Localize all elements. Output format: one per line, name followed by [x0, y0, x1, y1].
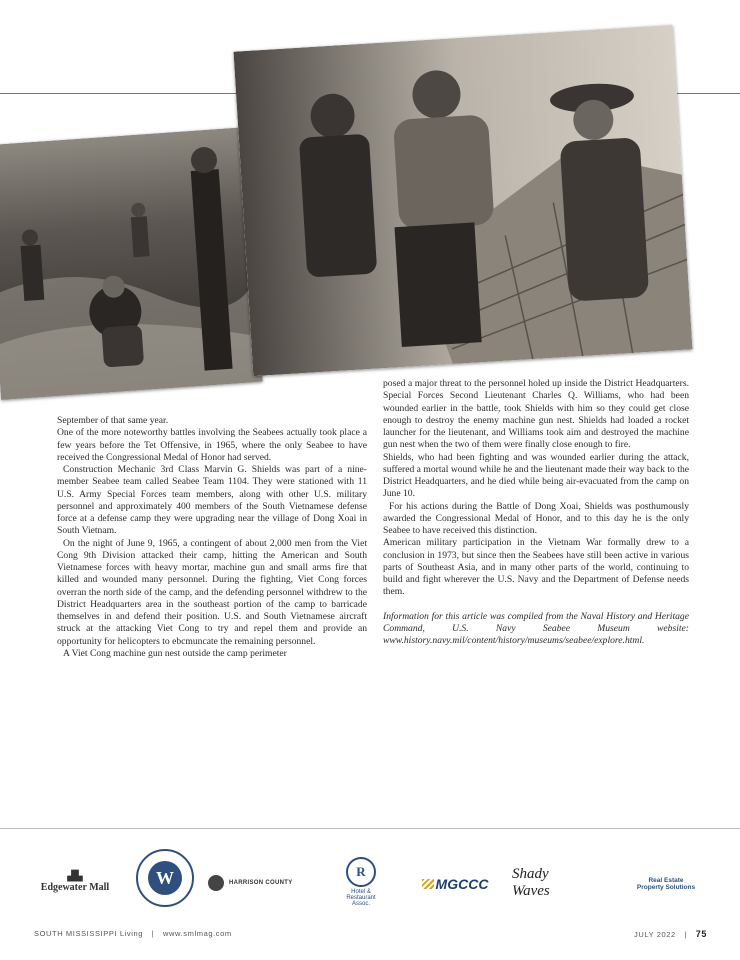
- mgccc-stripes-icon: [422, 879, 434, 889]
- sponsor-logo-harrison-county[interactable]: [208, 873, 320, 893]
- sponsor-name: MGCCC: [435, 876, 489, 892]
- footer-right: JULY 2022 | 75: [634, 929, 707, 939]
- paragraph: For his actions during the Battle of Dong Xoai, Shields was posthumously awarded the Congressional Medal of Honor, and to this day he is the only Seabee to have received this distinction.: [383, 500, 689, 536]
- paragraph: posed a major threat to the personnel holed up inside the District Headquarters. Special Forces Second Lieutenant Charles Q. Williams, who had been wounded earlier in the battle, took Shields with him so they could get close enough to destroy the enemy machine gun nest. Shields had loaded a rocket launcher for the lieutenant, and Williams took aim and destroyed the machine gun nest when the two of them were finally close enough to fire.: [383, 378, 689, 451]
- paragraph: Construction Mechanic 3rd Class Marvin G. Shields was part of a nine-member Seabee team called Seabee Team 1104. They were stationed with 11 U.S. Army Special Forces team members, along with other U.S. military personnel and approximately 400 members of the South Vietnamese defense force at a defense camp they were upgrading near the village of Dong Xoai in South Vietnam.: [57, 464, 367, 537]
- seal-icon: [208, 875, 224, 891]
- website-link[interactable]: www.smlmag.com: [162, 929, 232, 938]
- paragraph: Shields, who had been fighting and was wounded earlier during the attack, suffered a mortal wound while he and the lieutenant made their way back to the District Headquarters, and he died while being air-evacuated from the camp on June 10.: [383, 451, 689, 500]
- sponsor-logo-edgewater-mall[interactable]: [25, 867, 125, 897]
- page-number: 75: [695, 929, 707, 939]
- issue-date: JULY 2022: [634, 930, 676, 939]
- sponsor-name-line: Hotel &: [351, 889, 371, 895]
- article-column-right: [383, 378, 689, 647]
- sponsor-divider: [0, 828, 740, 829]
- sponsor-name: Shady Waves: [512, 866, 550, 899]
- paragraph: September of that same year.: [57, 415, 169, 426]
- sponsor-name-line: Restaurant: [346, 895, 376, 901]
- article-column-left: [57, 415, 367, 660]
- sponsor-name: Real Estate: [648, 877, 684, 884]
- sponsor-name: Edgewater Mall: [40, 881, 110, 893]
- sponsor-name-line: Assoc.: [351, 901, 370, 907]
- paragraph: On the night of June 9, 1965, a contingent of about 2,000 men from the Viet Cong 9th Division attacked their camp, hitting the American and South Vietnamese forces with heavy mortar, machine gun and small arms fire that killed and wounded many personnel. During the fighting, Viet Cong forces overran the north side of the camp, and the defending personnel withdrew to the District Headquarters area in the southeast portion of the camp to barricade themselves in and defend their position. U.S. and South Vietnamese aircraft struck at the attacking Viet Cong to try and repel them and provide an opportunity for helicopters to ebcmuncate the remaining personnel.: [57, 537, 367, 647]
- source-credit: Information for this article was compiled from the Naval History and Heritage Command, U.S. Navy Seabee Museum website: www.history.navy.mil/content/history/museums/seabee/explore.html.: [383, 610, 689, 646]
- hotel-restaurant-icon: R: [346, 857, 376, 887]
- sponsor-name: HARRISON COUNTY: [229, 880, 293, 886]
- sponsor-name-line: Property Solutions: [636, 884, 696, 891]
- sponsor-logo-mgccc[interactable]: [412, 875, 498, 893]
- sponsor-logos: [0, 845, 740, 925]
- sponsor-logo-w-seal[interactable]: [136, 849, 194, 907]
- photo-seabees-in-field: [0, 127, 263, 400]
- sponsor-logo-shady-waves[interactable]: [512, 866, 580, 899]
- building-icon: ▟▙: [67, 870, 83, 882]
- paragraph: One of the more noteworthy battles involving the Seabees actually took place a few years before the Tet Offensive, in 1965, where the only Seabee to have received the Congressional Medal of Honor had served.: [57, 427, 367, 463]
- magazine-title: SOUTH MISSISSIPPI Living: [34, 929, 144, 938]
- photo-seabees-block-wall: [233, 25, 692, 376]
- sponsor-logo-real-estate[interactable]: [616, 871, 716, 897]
- footer-left: SOUTH MISSISSIPPI Living | www.smlmag.com: [34, 929, 232, 938]
- paragraph: American military participation in the Vietnam War formally drew to a conclusion in 1973, but since then the Seabees have still been active in various parts of Southeast Asia, and in many other parts of the world, continuing to build and fight wherever the U.S. Navy and the Department of Defense needs them.: [383, 537, 689, 598]
- header-rule-left: [0, 93, 250, 94]
- paragraph: A Viet Cong machine gun nest outside the camp perimeter: [63, 647, 287, 659]
- sponsor-name: W: [148, 861, 182, 895]
- sponsor-logo-hotel-restaurant[interactable]: [330, 849, 392, 915]
